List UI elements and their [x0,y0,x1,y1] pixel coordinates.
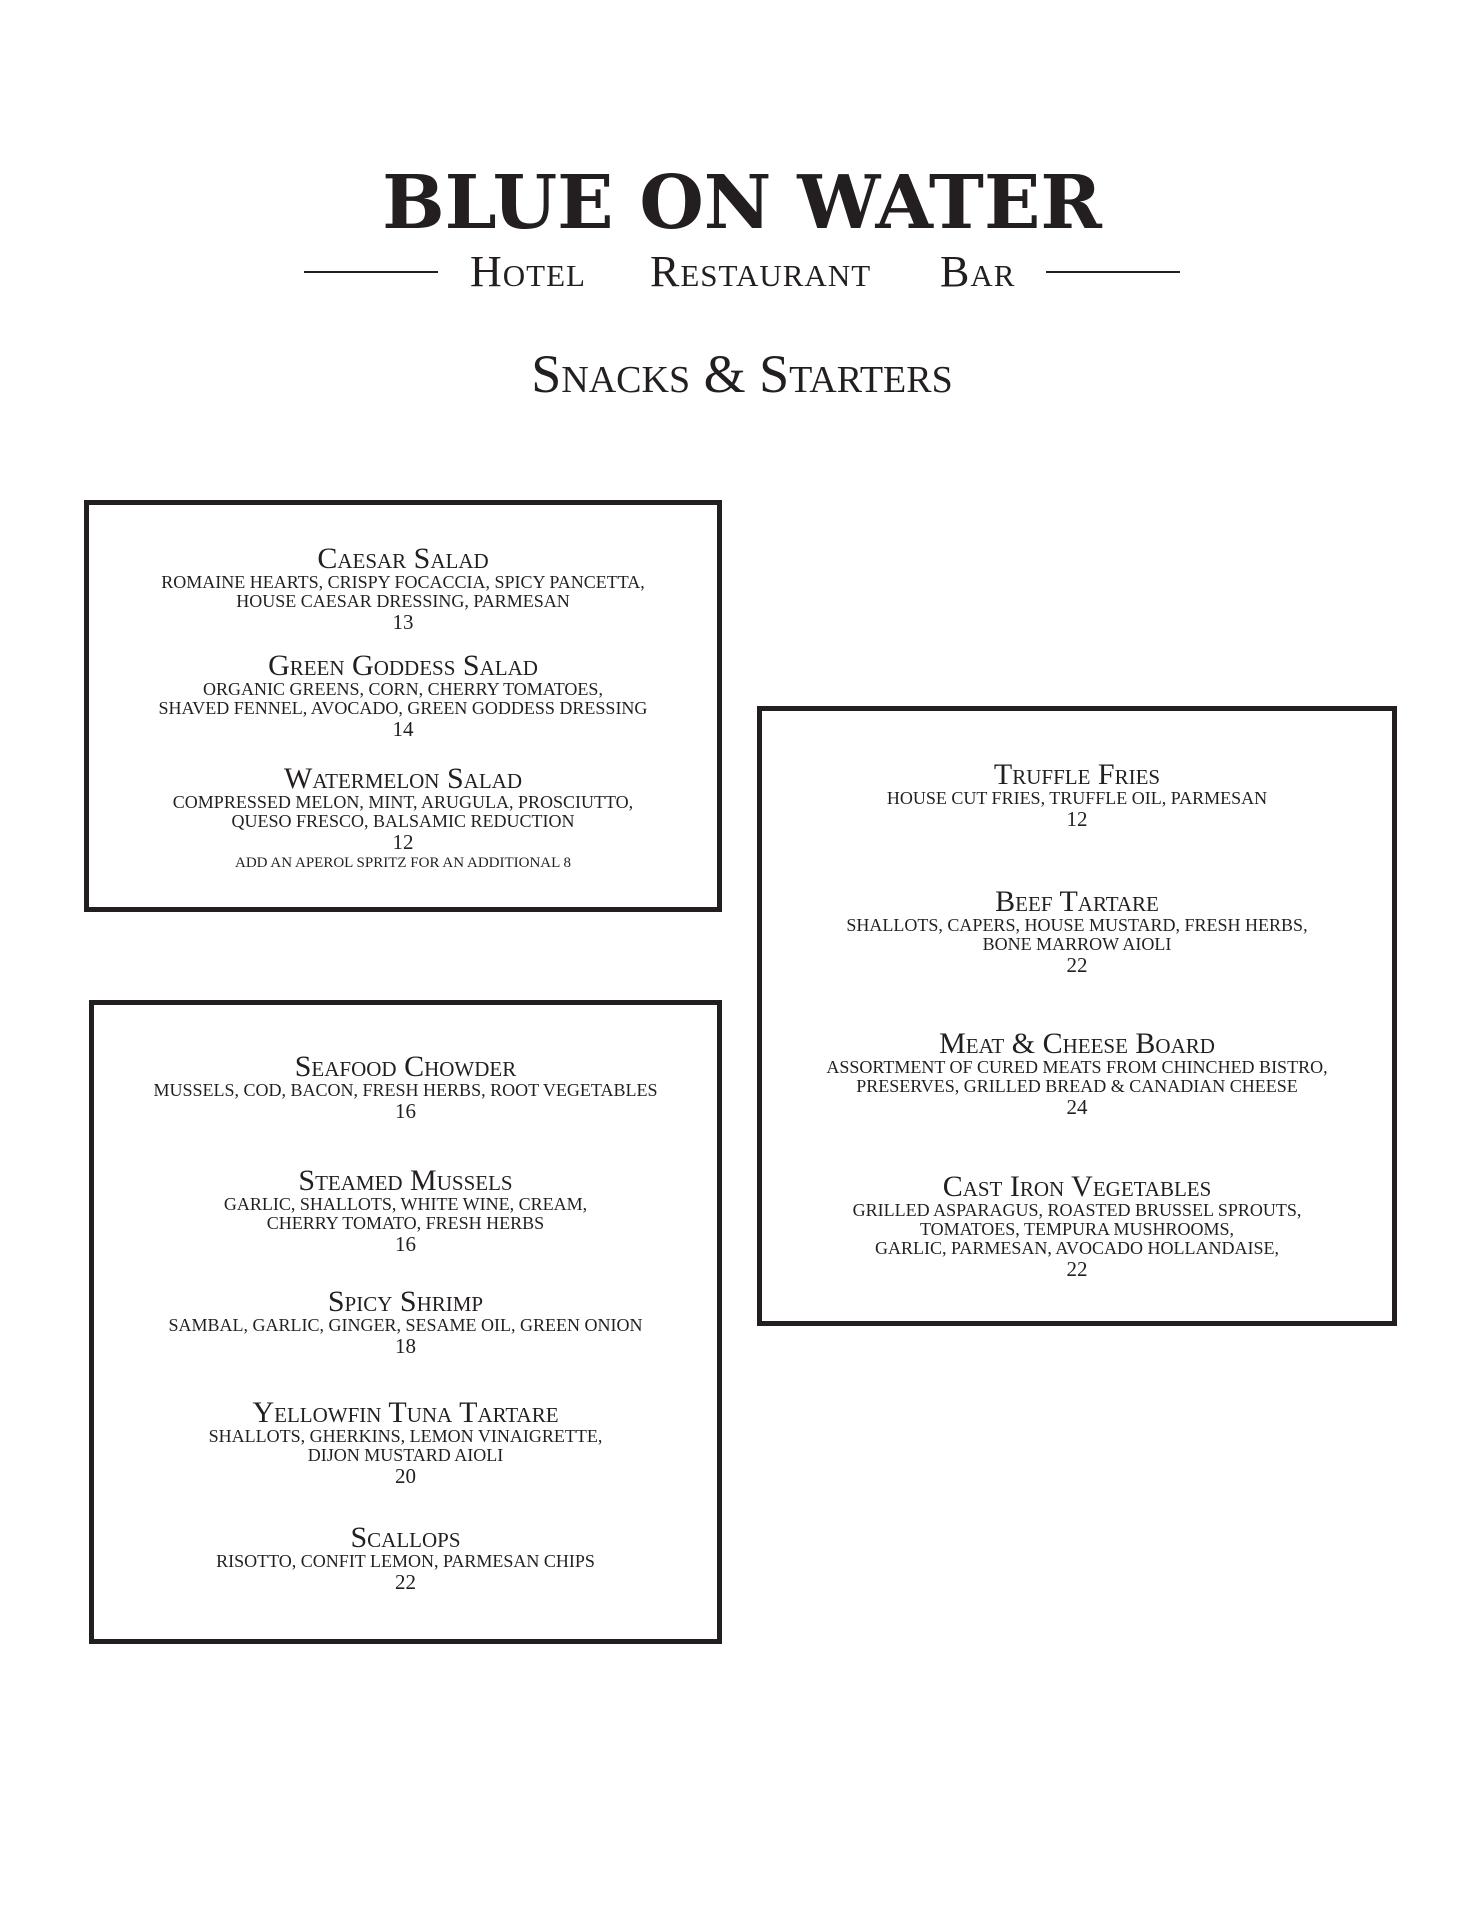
item-description: GRILLED ASPARAGUS, ROASTED BRUSSEL SPROUTS, [852,1200,1302,1220]
item-description: SHALLOTS, CAPERS, HOUSE MUSTARD, FRESH HERBS, [846,915,1308,935]
subtitle-row [300,246,1184,298]
item-name: Meat & Cheese Board [939,1027,1215,1060]
brand-logo: BLUE ON WATER [382,160,1102,246]
item-name: Green Goddess Salad [268,649,538,682]
menu-box-seafood [89,1000,722,1644]
subtitle-rule-left [304,271,438,273]
item-name: Seafood Chowder [294,1050,517,1083]
menu-item [94,1396,717,1488]
item-name: Watermelon Salad [284,762,522,795]
item-description: TOMATOES, TEMPURA MUSHROOMS, [919,1219,1235,1239]
item-price: 16 [395,1099,416,1123]
item-note: ADD AN APEROL SPRITZ FOR AN ADDITIONAL 8 [235,855,571,871]
subtitle-hotel: Hotel [470,247,586,296]
item-description: CHERRY TOMATO, FRESH HERBS [266,1213,545,1233]
item-description: HOUSE CUT FRIES, TRUFFLE OIL, PARMESAN [886,788,1268,808]
item-name: Caesar Salad [317,542,489,575]
section-title: Snacks & Starters [531,344,953,404]
menu-item [89,762,717,873]
menu-item [94,1521,717,1594]
item-price: 22 [395,1570,416,1594]
menu-item [762,758,1392,831]
menu-item [762,1027,1392,1119]
menu-item [89,649,717,741]
item-description: ASSORTMENT OF CURED MEATS FROM CHINCHED BISTRO, [826,1057,1328,1077]
item-name: Cast Iron Vegetables [942,1170,1212,1203]
item-price: 14 [392,717,414,741]
item-name: Scallops [350,1521,461,1554]
item-price: 20 [395,1464,416,1488]
item-description: ORGANIC GREENS, CORN, CHERRY TOMATOES, [203,679,603,699]
item-description: COMPRESSED MELON, MINT, ARUGULA, PROSCIUTTO, [172,792,634,812]
item-description: MUSSELS, COD, BACON, FRESH HERBS, ROOT VEGETABLES [153,1080,658,1100]
item-price: 12 [1066,807,1088,831]
item-price: 22 [1066,953,1088,977]
item-description: DIJON MUSTARD AIOLI [307,1445,504,1465]
item-description: SHAVED FENNEL, AVOCADO, GREEN GODDESS DRESSING [158,698,648,718]
item-description: HOUSE CAESAR DRESSING, PARMESAN [236,591,570,611]
item-description: GARLIC, PARMESAN, AVOCADO HOLLANDAISE, [874,1238,1280,1258]
item-description: QUESO FRESCO, BALSAMIC REDUCTION [231,811,575,831]
menu-item [94,1164,717,1256]
item-price: 16 [395,1232,416,1256]
item-name: Truffle Fries [993,758,1161,791]
item-name: Spicy Shrimp [327,1285,484,1318]
item-description: BONE MARROW AIOLI [982,934,1172,954]
item-price: 22 [1066,1257,1088,1281]
menu-item [94,1285,717,1358]
menu-item [762,885,1392,977]
menu-item [89,542,717,634]
item-price: 13 [392,610,414,634]
item-price: 24 [1066,1095,1088,1119]
subtitle-rule-right [1046,271,1180,273]
subtitle-bar: Bar [940,247,1016,296]
item-description: RISOTTO, CONFIT LEMON, PARMESAN CHIPS [216,1551,595,1571]
menu-box-shareables [757,706,1397,1326]
item-description: PRESERVES, GRILLED BREAD & CANADIAN CHEESE [856,1076,1298,1096]
item-price: 12 [392,830,414,854]
item-description: SAMBAL, GARLIC, GINGER, SESAME OIL, GREEN ONION [168,1315,643,1335]
menu-item [762,1170,1392,1281]
subtitle-restaurant: Restaurant [650,247,872,296]
item-description: SHALLOTS, GHERKINS, LEMON VINAIGRETTE, [208,1426,603,1446]
item-name: Yellowfin Tuna Tartare [252,1396,559,1429]
item-description: GARLIC, SHALLOTS, WHITE WINE, CREAM, [223,1194,588,1214]
item-price: 18 [395,1334,416,1358]
menu-box-salads [84,500,722,912]
item-description: ROMAINE HEARTS, CRISPY FOCACCIA, SPICY PANCETTA, [161,572,645,592]
item-name: Beef Tartare [995,885,1159,918]
item-name: Steamed Mussels [298,1164,513,1197]
menu-item [94,1050,717,1123]
